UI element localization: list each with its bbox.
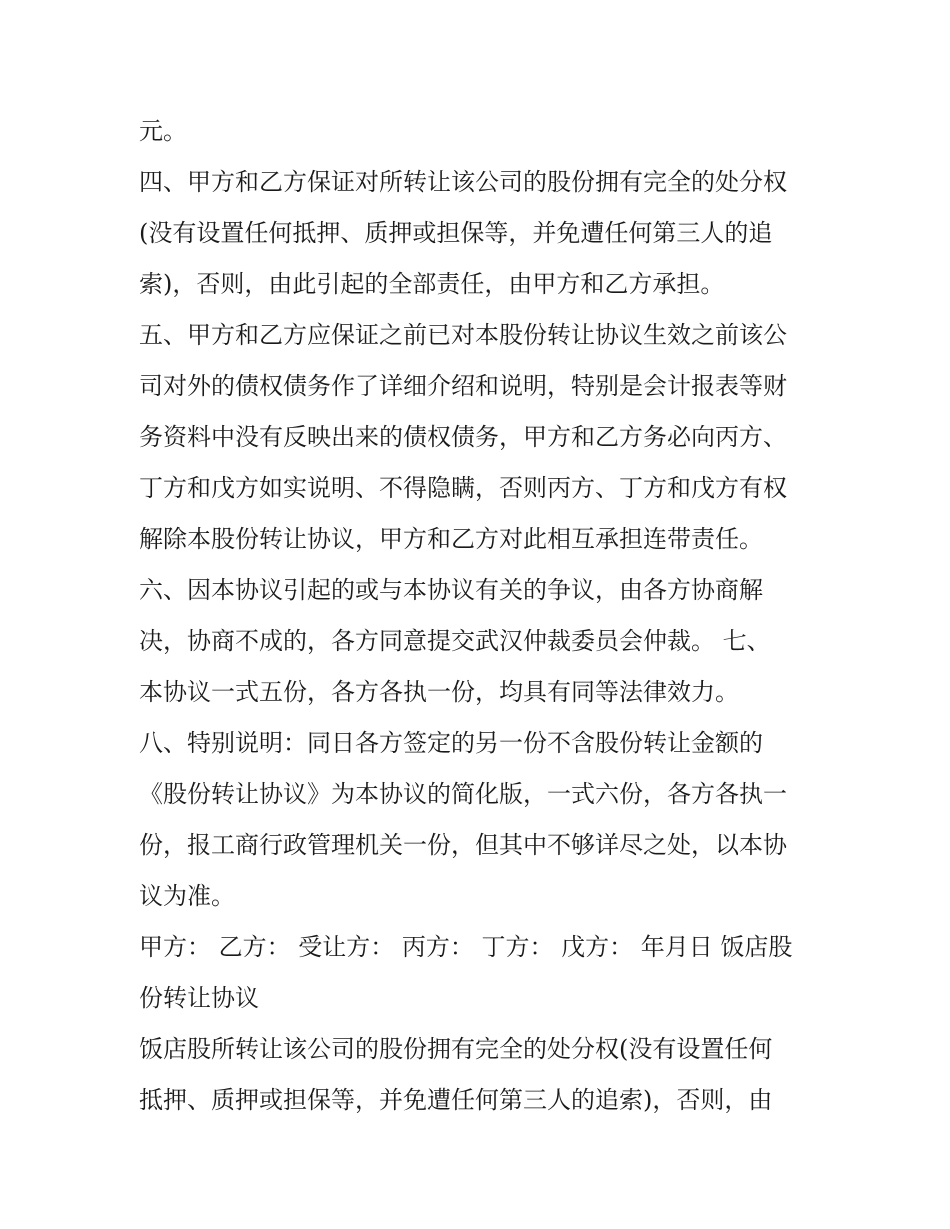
text-line: (没有设置任何抵押、质押或担保等，并免遭任何第三人的追	[139, 219, 773, 247]
text-line: 四、甲方和乙方保证对所转让该公司的股份拥有完全的处分权	[139, 168, 787, 196]
text-line: 五、甲方和乙方应保证之前已对本股份转让协议生效之前该公	[139, 321, 787, 349]
text-line: 《股份转让协议》为本协议的简化版，一式六份，各方各执一	[139, 780, 787, 808]
text-line: 议为准。	[139, 882, 235, 910]
text-line: 抵押、质押或担保等，并免遭任何第三人的追索)，否则，由	[139, 1086, 773, 1114]
text-line: 份转让协议	[139, 984, 259, 1012]
text-line: 丁方和戊方如实说明、不得隐瞒，否则丙方、丁方和戊方有权	[139, 474, 787, 502]
text-line: 六、因本协议引起的或与本协议有关的争议，由各方协商解	[139, 576, 763, 604]
text-line: 索)，否则，由此引起的全部责任，由甲方和乙方承担。	[139, 270, 725, 298]
text-line: 决，协商不成的，各方同意提交武汉仲裁委员会仲裁。 七、	[139, 627, 771, 655]
text-line: 饭店股所转让该公司的股份拥有完全的处分权(没有设置任何	[139, 1035, 773, 1063]
text-line: 八、特别说明：同日各方签定的另一份不含股份转让金额的	[139, 729, 763, 757]
text-line: 元。	[139, 117, 187, 145]
text-line: 务资料中没有反映出来的债权债务，甲方和乙方务必向丙方、	[139, 423, 787, 451]
text-line: 甲方： 乙方： 受让方： 丙方： 丁方： 戊方： 年月日 饭店股	[139, 933, 793, 961]
text-line: 解除本股份转让协议，甲方和乙方对此相互承担连带责任。	[139, 525, 763, 553]
document-body	[139, 106, 829, 1126]
text-line: 本协议一式五份，各方各执一份，均具有同等法律效力。	[139, 678, 739, 706]
text-line: 司对外的债权债务作了详细介绍和说明，特别是会计报表等财	[139, 372, 787, 400]
text-line: 份，报工商行政管理机关一份，但其中不够详尽之处，以本协	[139, 831, 787, 859]
